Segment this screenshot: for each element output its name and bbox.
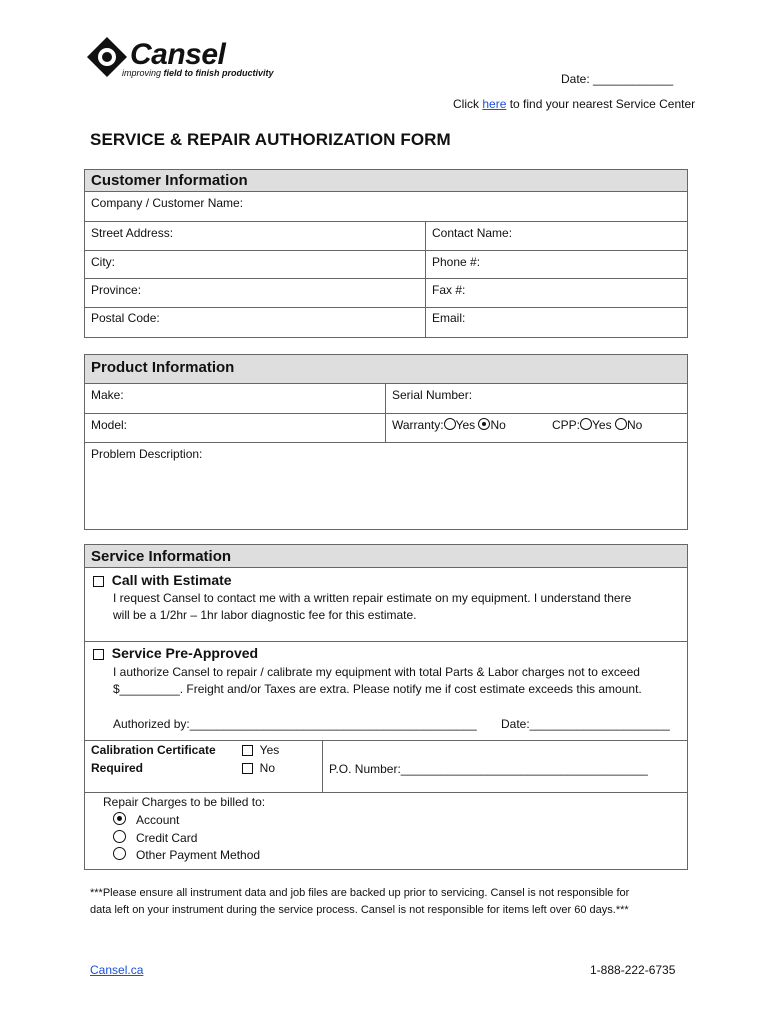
street-address-field[interactable]: Street Address: xyxy=(91,226,174,240)
here-link[interactable]: here xyxy=(482,97,507,111)
service-center-line: Click here to find your nearest Service Center xyxy=(453,97,696,111)
cansel-logo xyxy=(86,36,286,82)
city-field[interactable]: City: xyxy=(91,255,115,269)
cpp-yes-radio[interactable] xyxy=(580,418,592,430)
estimate-text-line2: will be a 1/2hr – 1hr labor diagnostic fee for this estimate. xyxy=(113,608,417,622)
phone-field[interactable]: Phone #: xyxy=(432,255,481,269)
postal-code-field[interactable]: Postal Code: xyxy=(91,311,160,325)
calibration-label-line2: Required xyxy=(91,761,144,775)
warranty-no-radio[interactable] xyxy=(478,418,490,430)
authorized-date-field[interactable]: Date:_____________________ xyxy=(501,717,670,731)
service-section xyxy=(84,544,688,870)
preapproved-checkbox[interactable] xyxy=(93,649,104,660)
calibration-label-line1: Calibration Certificate xyxy=(91,743,216,757)
warranty-yes-radio[interactable] xyxy=(444,418,456,430)
po-number-field[interactable]: P.O. Number:_____________________________________ xyxy=(329,762,648,776)
serial-number-field[interactable]: Serial Number: xyxy=(392,388,473,402)
date-blank[interactable]: ____________ xyxy=(593,72,674,86)
make-field[interactable]: Make: xyxy=(91,388,124,402)
disclaimer-line1: ***Please ensure all instrument data and job files are backed up prior to servicing. Cansel is not responsible for xyxy=(90,887,630,899)
billing-account-radio[interactable] xyxy=(113,812,126,825)
warranty-group: Warranty: Yes No xyxy=(392,418,506,432)
form-title: SERVICE & REPAIR AUTHORIZATION FORM xyxy=(90,130,451,149)
product-heading: Product Information xyxy=(85,355,687,384)
customer-heading: Customer Information xyxy=(85,170,687,192)
billing-other-radio[interactable] xyxy=(113,847,126,860)
calibration-yes-option[interactable]: Yes xyxy=(242,743,279,757)
billing-other-option[interactable]: Other Payment Method xyxy=(113,847,260,862)
logo-tagline: improving field to finish productivity xyxy=(122,68,274,78)
preapproved-text-line2[interactable]: $_________. Freight and/or Taxes are extra. Please notify me if cost estimate exceeds this amount. xyxy=(113,682,642,696)
billing-account-option[interactable]: Account xyxy=(113,812,179,827)
call-estimate-checkbox[interactable] xyxy=(93,576,104,587)
logo-wordmark: Cansel xyxy=(130,38,226,71)
calibration-no-checkbox[interactable] xyxy=(242,763,253,774)
cpp-group: CPP: Yes No xyxy=(552,418,643,432)
model-field[interactable]: Model: xyxy=(91,418,128,432)
preapproved-text-line1: I authorize Cansel to repair / calibrate my equipment with total Parts & Labor charges not to exceed xyxy=(113,665,640,679)
billing-credit-card-option[interactable]: Credit Card xyxy=(113,830,197,845)
province-field[interactable]: Province: xyxy=(91,283,142,297)
company-name-field[interactable]: Company / Customer Name: xyxy=(91,196,244,210)
disclaimer-line2: data left on your instrument during the service process. Cansel is not responsible for items left over 60 days.*** xyxy=(90,904,629,916)
service-preapproved-option[interactable]: Service Pre-Approved xyxy=(93,645,258,661)
customer-section xyxy=(84,169,688,338)
service-heading: Service Information xyxy=(85,545,687,568)
calibration-no-option[interactable]: No xyxy=(242,761,275,775)
calibration-yes-checkbox[interactable] xyxy=(242,745,253,756)
email-field[interactable]: Email: xyxy=(432,311,466,325)
contact-name-field[interactable]: Contact Name: xyxy=(432,226,513,240)
authorized-by-field[interactable]: Authorized by:___________________________________________ xyxy=(113,717,477,731)
problem-description-field[interactable]: Problem Description: xyxy=(91,447,203,461)
billing-label: Repair Charges to be billed to: xyxy=(103,795,266,809)
phone-number: 1-888-222-6735 xyxy=(590,963,676,977)
date-line xyxy=(561,72,673,86)
cpp-no-radio[interactable] xyxy=(615,418,627,430)
date-label: Date: xyxy=(561,72,590,86)
website-link[interactable]: Cansel.ca xyxy=(90,963,144,977)
estimate-text-line1: I request Cansel to contact me with a written repair estimate on my equipment. I understand there xyxy=(113,591,632,605)
billing-credit-card-radio[interactable] xyxy=(113,830,126,843)
product-section xyxy=(84,354,688,530)
fax-field[interactable]: Fax #: xyxy=(432,283,466,297)
call-with-estimate-option[interactable]: Call with Estimate xyxy=(93,572,232,588)
